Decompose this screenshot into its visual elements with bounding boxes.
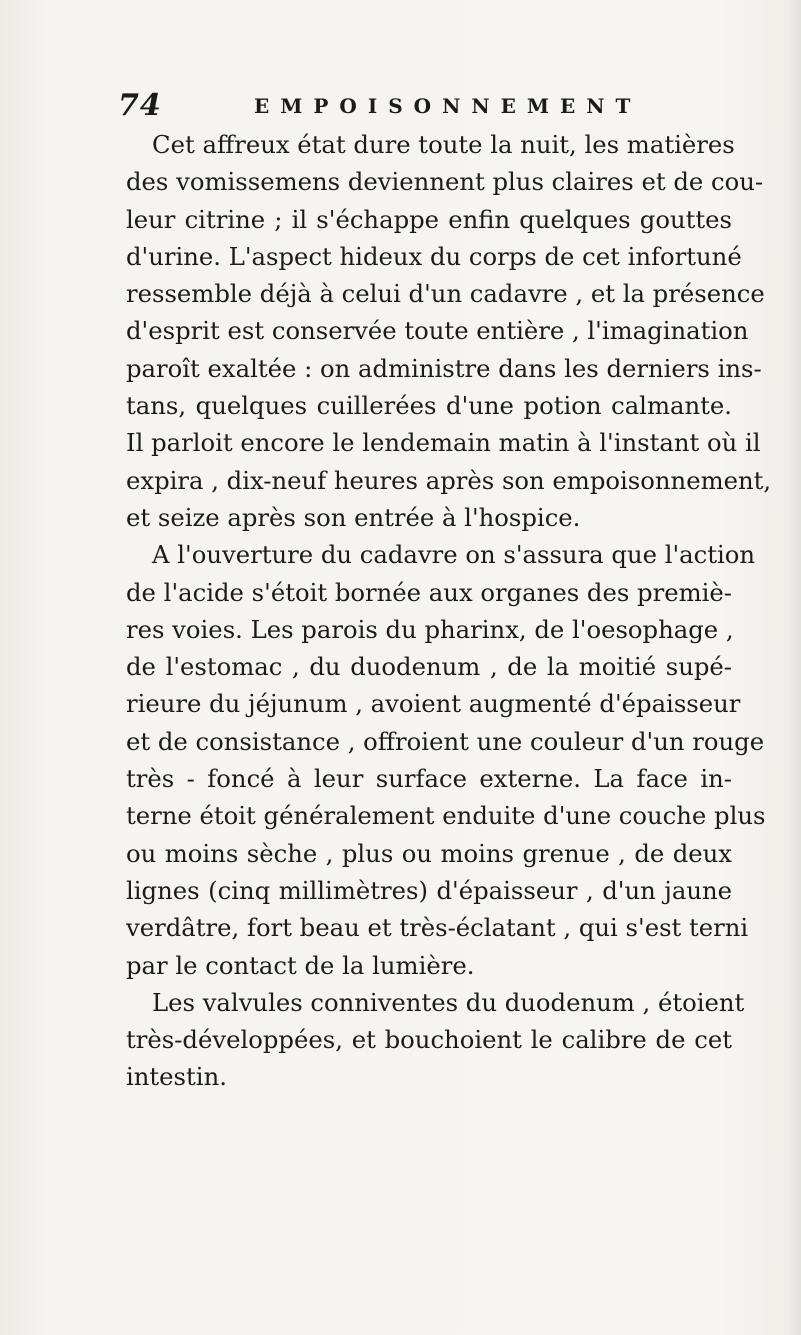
text-line: d'urine. L'aspect hideux du corps de cet infortuné <box>126 241 742 271</box>
text-line: tans, quelques cuillerées d'une potion calmante. <box>126 391 732 421</box>
text-line: par le contact de la lumière. <box>126 950 475 980</box>
body-text <box>126 126 772 1096</box>
text-line: très - foncé à leur surface externe. La face in- <box>126 764 732 794</box>
page-header <box>118 86 642 126</box>
text-line: Cet affreux état dure toute la nuit, les matières <box>152 130 735 159</box>
text-line: très-développées, et bouchoient le calibre de cet <box>126 1025 732 1055</box>
text-line: des vomissemens deviennent plus claires et de cou- <box>126 167 764 197</box>
text-line: de l'estomac , du duodenum , de la moitié supé- <box>126 652 732 682</box>
text-line: et seize après son entrée à l'hospice. <box>126 502 581 532</box>
page-edge-shadow <box>787 0 801 1335</box>
text-line: expira , dix-neuf heures après son empoisonnement, <box>126 465 772 495</box>
text-line: de l'acide s'étoit bornée aux organes des premiè- <box>126 577 732 607</box>
text-line: Il parloit encore le lendemain matin à l'instant où il <box>126 428 761 458</box>
text-line: verdâtre, fort beau et très-éclatant , qui s'est terni <box>126 913 749 943</box>
text-line: lignes (cinq millimètres) d'épaisseur , d'un jaune <box>126 875 732 905</box>
text-line: res voies. Les parois du pharinx, de l'oesophage , <box>126 614 734 644</box>
running-head: EMPOISONNEMENT <box>254 94 642 118</box>
text-line: intestin. <box>126 1062 227 1092</box>
text-line: d'esprit est conservée toute entière , l'imagination <box>126 316 749 346</box>
text-line: ou moins sèche , plus ou moins grenue , de deux <box>126 838 732 868</box>
text-line: terne étoit généralement enduite d'une couche plus <box>126 801 766 831</box>
page-number: 74 <box>118 88 162 123</box>
text-line: et de consistance , offroient une couleur d'un rouge <box>126 726 765 756</box>
text-line: rieure du jéjunum , avoient augmenté d'épaisseur <box>126 689 741 719</box>
text-line: paroît exaltée : on administre dans les derniers ins- <box>126 353 762 383</box>
text-line: leur citrine ; il s'échappe enfin quelques gouttes <box>126 204 732 234</box>
text-line: Les valvules conniventes du duodenum , étoient <box>152 987 745 1017</box>
text-line: ressemble déjà à celui d'un cadavre , et la présence <box>126 279 765 309</box>
text-line: A l'ouverture du cadavre on s'assura que l'action <box>152 540 756 570</box>
